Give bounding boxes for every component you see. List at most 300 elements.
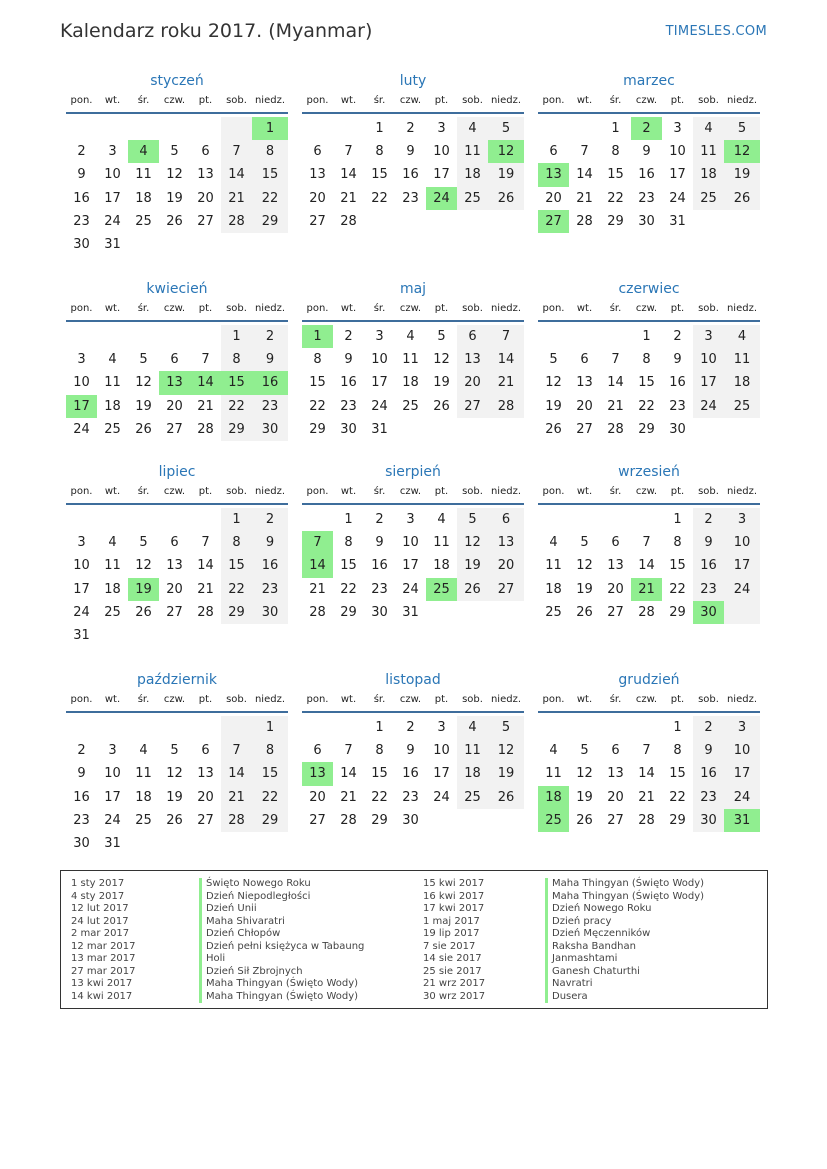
day-cell: 22: [371, 190, 388, 206]
day-cell: 26: [135, 421, 152, 437]
day-cell: 24: [104, 213, 121, 229]
weekday-label: sob.: [462, 694, 483, 705]
weekday-label: śr.: [373, 95, 386, 106]
day-cell: 16: [252, 371, 288, 394]
day-cell: 22: [221, 578, 252, 601]
empty-cell: [600, 508, 631, 531]
holiday-name: Maha Thingyan (Święto Wody): [545, 891, 704, 904]
day-cell: 30: [693, 601, 724, 624]
day-cell: 27: [166, 604, 183, 620]
weekday-label: czw.: [635, 95, 658, 106]
weekday-label: śr.: [137, 486, 150, 497]
weekday-label: sob.: [462, 486, 483, 497]
holiday-date: 2 mar 2017: [71, 928, 130, 939]
day-cell: 21: [631, 578, 662, 601]
day-cell: 22: [340, 581, 357, 597]
day-cell: 18: [457, 163, 488, 186]
day-cell: 8: [252, 140, 288, 163]
day-cell: 10: [402, 535, 419, 551]
day-grid: [66, 117, 288, 256]
day-cell: 17: [433, 167, 450, 183]
day-cell: 4: [457, 716, 488, 739]
day-cell: 26: [576, 604, 593, 620]
weekday-label: wt.: [576, 303, 593, 314]
weekday-header: [66, 693, 288, 713]
day-cell: 23: [371, 581, 388, 597]
day-cell: 11: [693, 140, 724, 163]
day-cell: 17: [104, 190, 121, 206]
day-cell: 24: [693, 395, 724, 418]
day-cell: 10: [724, 531, 760, 554]
weekday-label: czw.: [635, 303, 658, 314]
weekday-label: pt.: [198, 95, 213, 106]
day-cell: 21: [221, 187, 252, 210]
day-cell: 8: [642, 352, 651, 368]
day-cell: 17: [104, 789, 121, 805]
day-cell: 21: [197, 581, 214, 597]
empty-cell: [631, 508, 662, 531]
day-cell: 18: [693, 163, 724, 186]
empty-cell: [426, 601, 457, 624]
weekday-label: śr.: [609, 486, 622, 497]
day-cell: 6: [313, 144, 322, 160]
day-cell: 2: [252, 508, 288, 531]
day-cell: 9: [406, 144, 415, 160]
day-cell: 29: [252, 809, 288, 832]
day-cell: 2: [673, 329, 682, 344]
day-cell: 20: [576, 398, 593, 414]
day-grid: [66, 325, 288, 441]
day-cell: 18: [545, 581, 562, 597]
weekday-label: śr.: [609, 694, 622, 705]
day-cell: 19: [433, 375, 450, 391]
day-cell: 27: [488, 578, 524, 601]
day-cell: 26: [166, 812, 183, 828]
month-name: maj: [399, 281, 427, 297]
empty-cell: [538, 117, 569, 140]
day-cell: 14: [340, 167, 357, 183]
day-cell: 2: [77, 144, 86, 160]
day-cell: 22: [371, 789, 388, 805]
day-cell: 11: [135, 167, 152, 183]
day-cell: 21: [340, 789, 357, 805]
day-cell: 14: [221, 762, 252, 785]
month-name: listopad: [385, 672, 441, 688]
day-cell: 28: [488, 395, 524, 418]
day-cell: 29: [607, 213, 624, 229]
day-cell: 16: [371, 558, 388, 574]
empty-cell: [538, 508, 569, 531]
empty-cell: [569, 508, 600, 531]
day-cell: 5: [457, 508, 488, 531]
weekday-label: czw.: [399, 486, 422, 497]
holiday-name: Maha Thingyan (Święto Wody): [545, 878, 704, 891]
day-cell: 8: [375, 743, 384, 759]
day-cell: 16: [693, 554, 724, 577]
day-cell: 28: [638, 604, 655, 620]
holiday-date: 24 lut 2017: [71, 915, 129, 927]
day-cell: 15: [252, 163, 288, 186]
weekday-label: niedz.: [254, 95, 286, 106]
day-cell: 19: [488, 762, 524, 785]
weekday-label: pon.: [542, 95, 565, 106]
day-cell: 17: [693, 371, 724, 394]
empty-cell: [457, 809, 488, 832]
month-name: październik: [137, 672, 217, 688]
day-cell: 5: [437, 329, 446, 344]
holiday-name: Raksha Bandhan: [545, 941, 704, 954]
day-grid: [538, 508, 760, 624]
weekday-label: niedz.: [726, 694, 758, 705]
empty-cell: [128, 832, 159, 855]
empty-cell: [395, 418, 426, 441]
weekday-label: śr.: [609, 95, 622, 106]
day-cell: 5: [580, 743, 589, 759]
day-cell: 3: [724, 508, 760, 531]
day-grid: [302, 716, 524, 832]
day-cell: 1: [611, 121, 620, 136]
holiday-name: Święto Nowego Roku: [199, 878, 364, 891]
day-cell: 28: [340, 812, 357, 828]
day-cell: 8: [375, 144, 384, 160]
weekday-label: wt.: [340, 486, 357, 497]
day-cell: 29: [252, 210, 288, 233]
day-cell: 25: [457, 786, 488, 809]
day-cell: 8: [252, 739, 288, 762]
day-cell: 9: [673, 352, 682, 368]
month-block: [538, 280, 760, 441]
day-cell: 4: [724, 325, 760, 348]
weekday-header: [302, 485, 524, 505]
empty-cell: [66, 716, 97, 739]
day-cell: 4: [437, 512, 446, 527]
day-cell: 20: [309, 190, 326, 206]
weekday-label: sob.: [226, 694, 247, 705]
day-cell: 25: [135, 213, 152, 229]
weekday-label: śr.: [373, 694, 386, 705]
day-cell: 17: [371, 375, 388, 391]
empty-cell: [221, 716, 252, 739]
day-cell: 8: [221, 348, 252, 371]
day-cell: 5: [580, 535, 589, 551]
empty-cell: [66, 117, 97, 140]
weekday-label: wt.: [104, 486, 121, 497]
day-cell: 20: [607, 581, 624, 597]
day-cell: 20: [166, 398, 183, 414]
empty-cell: [488, 601, 524, 624]
day-cell: 25: [457, 187, 488, 210]
day-cell: 4: [406, 329, 415, 344]
empty-cell: [569, 325, 600, 348]
empty-cell: [457, 418, 488, 441]
day-cell: 29: [340, 604, 357, 620]
day-cell: 21: [488, 371, 524, 394]
day-cell: 15: [669, 558, 686, 574]
holiday-date: 17 kwi 2017: [423, 903, 485, 914]
day-cell: 12: [166, 766, 183, 782]
page-title: Kalendarz roku 2017. (Myanmar): [60, 20, 373, 42]
empty-cell: [190, 508, 221, 531]
weekday-label: pt.: [434, 486, 449, 497]
day-cell: 25: [104, 604, 121, 620]
day-cell: 14: [607, 375, 624, 391]
day-cell: 16: [402, 167, 419, 183]
weekday-label: czw.: [635, 694, 658, 705]
empty-cell: [128, 716, 159, 739]
empty-cell: [488, 418, 524, 441]
day-cell: 26: [545, 421, 562, 437]
empty-cell: [190, 325, 221, 348]
holiday-name: Dzień Chłopów: [199, 928, 364, 941]
day-cell: 12: [545, 375, 562, 391]
weekday-label: pon.: [542, 694, 565, 705]
month-block: [302, 671, 524, 832]
weekday-label: pon.: [70, 303, 93, 314]
weekday-label: wt.: [340, 303, 357, 314]
day-cell: 20: [197, 789, 214, 805]
day-cell: 28: [221, 210, 252, 233]
day-cell: 18: [538, 786, 569, 809]
day-cell: 27: [607, 604, 624, 620]
holiday-date: 1 sty 2017: [71, 878, 125, 889]
day-cell: 5: [139, 352, 148, 368]
holiday-name: Maha Thingyan (Święto Wody): [199, 991, 364, 1004]
day-cell: 30: [693, 809, 724, 832]
empty-cell: [631, 716, 662, 739]
day-cell: 24: [433, 789, 450, 805]
weekday-label: niedz.: [254, 694, 286, 705]
empty-cell: [159, 624, 190, 647]
day-cell: 24: [426, 187, 457, 210]
day-cell: 16: [693, 762, 724, 785]
day-cell: 2: [375, 512, 384, 527]
day-cell: 14: [190, 371, 221, 394]
day-cell: 26: [135, 604, 152, 620]
weekday-label: sob.: [226, 95, 247, 106]
month-block: [66, 280, 288, 441]
day-cell: 6: [580, 352, 589, 368]
empty-cell: [426, 210, 457, 233]
weekday-label: pon.: [306, 486, 329, 497]
empty-cell: [221, 233, 252, 256]
month-block: [538, 671, 760, 832]
month-name: grudzień: [618, 672, 680, 688]
weekday-header: [538, 94, 760, 114]
day-cell: 13: [197, 167, 214, 183]
day-cell: 1: [221, 508, 252, 531]
day-cell: 15: [221, 554, 252, 577]
day-cell: 1: [221, 325, 252, 348]
day-cell: 28: [197, 604, 214, 620]
day-cell: 1: [673, 720, 682, 735]
day-cell: 29: [221, 418, 252, 441]
empty-cell: [159, 325, 190, 348]
weekday-label: pon.: [70, 694, 93, 705]
day-cell: 9: [693, 739, 724, 762]
day-cell: 30: [371, 604, 388, 620]
holiday-date: 1 maj 2017: [423, 915, 480, 927]
weekday-label: pon.: [70, 486, 93, 497]
empty-cell: [128, 508, 159, 531]
day-grid: [538, 325, 760, 441]
empty-cell: [426, 418, 457, 441]
day-cell: 7: [221, 739, 252, 762]
day-cell: 20: [166, 581, 183, 597]
weekday-label: pt.: [434, 694, 449, 705]
month-block: [302, 463, 524, 624]
day-cell: 12: [576, 558, 593, 574]
empty-cell: [364, 210, 395, 233]
empty-cell: [190, 624, 221, 647]
empty-cell: [190, 716, 221, 739]
day-cell: 18: [104, 398, 121, 414]
empty-cell: [97, 716, 128, 739]
day-cell: 9: [252, 348, 288, 371]
day-grid: [302, 117, 524, 233]
weekday-header: [538, 693, 760, 713]
day-cell: 23: [638, 190, 655, 206]
day-cell: 30: [669, 421, 686, 437]
weekday-label: pt.: [198, 303, 213, 314]
day-cell: 25: [724, 395, 760, 418]
day-cell: 18: [402, 375, 419, 391]
empty-cell: [252, 624, 288, 647]
day-cell: 14: [576, 167, 593, 183]
weekday-label: sob.: [226, 486, 247, 497]
day-cell: 7: [642, 535, 651, 551]
weekday-label: czw.: [163, 95, 186, 106]
day-cell: 27: [197, 213, 214, 229]
day-cell: 3: [77, 535, 86, 551]
weekday-header: [66, 94, 288, 114]
day-cell: 31: [104, 835, 121, 851]
day-cell: 7: [344, 743, 353, 759]
day-cell: 15: [340, 558, 357, 574]
day-cell: 4: [139, 743, 148, 759]
day-cell: 6: [549, 144, 558, 160]
day-cell: 1: [252, 716, 288, 739]
day-cell: 10: [433, 144, 450, 160]
day-cell: 8: [673, 535, 682, 551]
day-cell: 12: [135, 375, 152, 391]
day-cell: 18: [457, 762, 488, 785]
day-cell: 14: [221, 163, 252, 186]
holiday-dates: [423, 878, 485, 1003]
day-cell: 15: [638, 375, 655, 391]
holiday-date: 13 kwi 2017: [71, 978, 133, 989]
day-cell: 10: [433, 743, 450, 759]
holiday-date: 21 wrz 2017: [423, 978, 486, 989]
day-cell: 26: [576, 812, 593, 828]
day-cell: 12: [166, 167, 183, 183]
empty-cell: [333, 117, 364, 140]
day-cell: 30: [638, 213, 655, 229]
weekday-label: niedz.: [490, 694, 522, 705]
month-name: wrzesień: [618, 464, 680, 480]
day-cell: 9: [406, 743, 415, 759]
day-cell: 25: [135, 812, 152, 828]
weekday-header: [302, 693, 524, 713]
day-cell: 19: [488, 163, 524, 186]
weekday-label: sob.: [698, 694, 719, 705]
day-cell: 9: [77, 167, 86, 183]
day-cell: 13: [159, 371, 190, 394]
weekday-label: niedz.: [490, 303, 522, 314]
day-cell: 1: [642, 329, 651, 344]
day-cell: 17: [724, 554, 760, 577]
empty-cell: [724, 210, 760, 233]
day-cell: 29: [638, 421, 655, 437]
holiday-date: 15 kwi 2017: [423, 878, 485, 889]
day-cell: 27: [309, 213, 326, 229]
day-cell: 16: [402, 766, 419, 782]
empty-cell: [128, 624, 159, 647]
day-cell: 5: [488, 716, 524, 739]
weekday-label: pt.: [670, 486, 685, 497]
holiday-name: Dzień Nowego Roku: [545, 903, 704, 916]
day-cell: 5: [549, 352, 558, 368]
empty-cell: [538, 716, 569, 739]
empty-cell: [426, 809, 457, 832]
weekday-label: niedz.: [726, 486, 758, 497]
day-cell: 24: [104, 812, 121, 828]
day-cell: 11: [457, 140, 488, 163]
day-cell: 2: [693, 716, 724, 739]
holiday-name: Ganesh Chaturthi: [545, 966, 704, 979]
day-cell: 11: [135, 766, 152, 782]
holiday-names: [545, 878, 704, 1003]
weekday-label: pon.: [306, 694, 329, 705]
weekday-label: pt.: [434, 95, 449, 106]
day-cell: 25: [104, 421, 121, 437]
day-cell: 26: [166, 213, 183, 229]
day-grid: [538, 117, 760, 233]
weekday-label: niedz.: [490, 486, 522, 497]
holiday-name: Dzień Męczenników: [545, 928, 704, 941]
day-cell: 27: [576, 421, 593, 437]
day-cell: 7: [580, 144, 589, 160]
day-cell: 9: [375, 535, 384, 551]
day-cell: 12: [433, 352, 450, 368]
holidays-list: [60, 870, 768, 1009]
weekday-label: sob.: [226, 303, 247, 314]
site-link[interactable]: TIMESLES.COM: [665, 24, 767, 39]
day-cell: 16: [669, 375, 686, 391]
day-cell: 11: [104, 375, 121, 391]
day-cell: 1: [344, 512, 353, 527]
day-cell: 4: [108, 535, 117, 551]
empty-cell: [724, 418, 760, 441]
holiday-name: Janmashtami: [545, 953, 704, 966]
day-cell: 14: [638, 558, 655, 574]
day-cell: 15: [669, 766, 686, 782]
empty-cell: [190, 832, 221, 855]
day-cell: 18: [104, 581, 121, 597]
empty-cell: [66, 325, 97, 348]
day-cell: 26: [433, 398, 450, 414]
empty-cell: [159, 832, 190, 855]
holiday-name: Dzień pełni księżyca w Tabaung: [199, 941, 364, 954]
day-cell: 31: [371, 421, 388, 437]
day-cell: 20: [488, 554, 524, 577]
day-cell: 22: [252, 187, 288, 210]
day-cell: 14: [488, 348, 524, 371]
day-cell: 25: [545, 604, 562, 620]
day-cell: 3: [108, 144, 117, 160]
day-cell: 3: [724, 716, 760, 739]
day-cell: 23: [73, 812, 90, 828]
day-cell: 2: [252, 325, 288, 348]
